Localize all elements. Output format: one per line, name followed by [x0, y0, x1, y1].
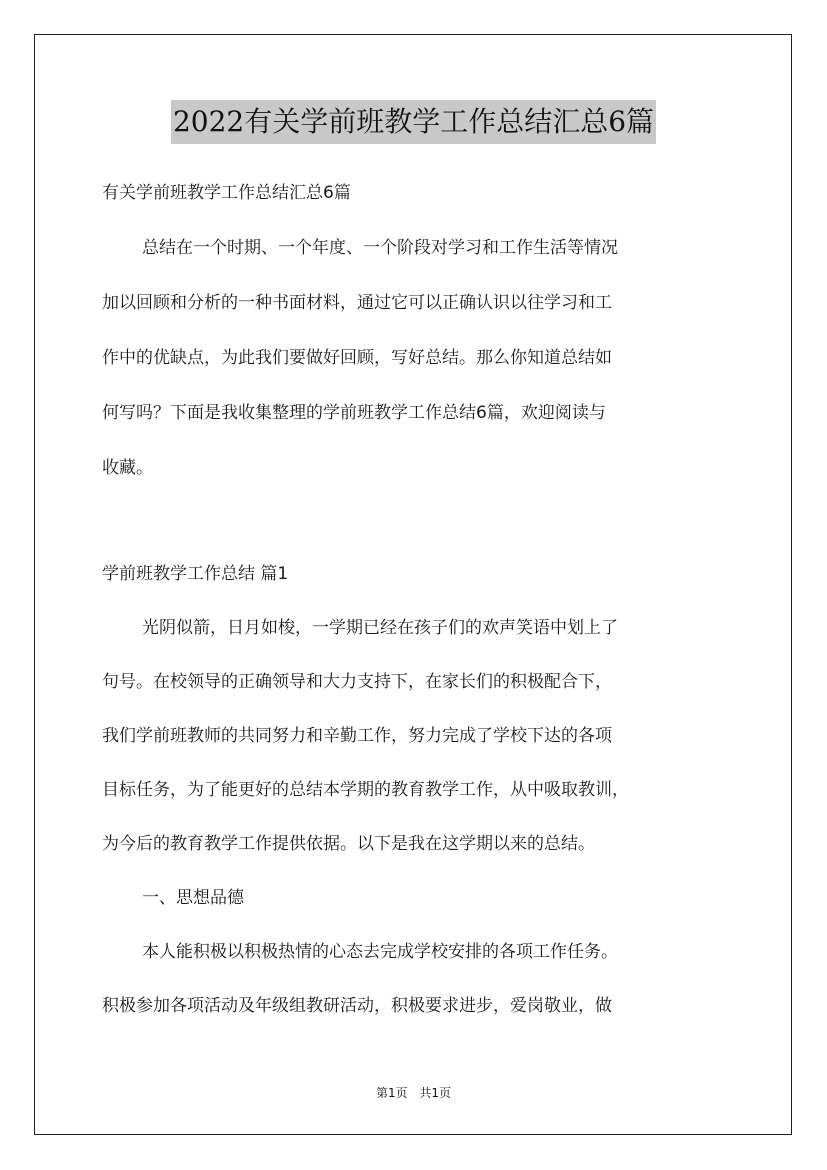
sub-para-line: 本人能积极以积极热情的心态去完成学校安排的各项工作任务。	[142, 942, 618, 962]
page-current: 第1页	[375, 1086, 408, 1100]
sub-para-line: 积极参加各项活动及年级组教研活动，积极要求进步，爱岗敬业，做	[102, 996, 612, 1016]
intro-line: 总结在一个时期、一个年度、一个阶段对学习和工作生活等情况	[142, 238, 618, 258]
sub-heading: 一、思想品德	[142, 888, 244, 908]
intro-line: 加以回顾和分析的一种书面材料，通过它可以正确认识以往学习和工	[102, 293, 612, 313]
page-total: 共1页	[419, 1086, 452, 1100]
section-para-line: 光阴似箭，日月如梭，一学期已经在孩子们的欢声笑语中划上了	[142, 618, 618, 638]
intro-line: 收藏。	[102, 458, 153, 478]
section-heading: 学前班教学工作总结 篇1	[102, 564, 289, 584]
intro-line: 何写吗？下面是我收集整理的学前班教学工作总结6篇，欢迎阅读与	[102, 403, 606, 423]
section-para-line: 为今后的教育教学工作提供依据。以下是我在这学期以来的总结。	[102, 834, 595, 854]
subtitle: 有关学前班教学工作总结汇总6篇	[102, 183, 351, 203]
title-container	[0, 100, 827, 144]
intro-line: 作中的优缺点，为此我们要做好回顾，写好总结。那么你知道总结如	[102, 348, 612, 368]
section-para-line: 句号。在校领导的正确领导和大力支持下，在家长们的积极配合下，	[102, 672, 612, 692]
section-para-line: 我们学前班教师的共同努力和辛勤工作，努力完成了学校下达的各项	[102, 726, 612, 746]
page-footer	[0, 1084, 827, 1101]
section-para-line: 目标任务，为了能更好的总结本学期的教育教学工作，从中吸取教训，	[102, 780, 629, 800]
document-title: 2022有关学前班教学工作总结汇总6篇	[171, 100, 656, 144]
